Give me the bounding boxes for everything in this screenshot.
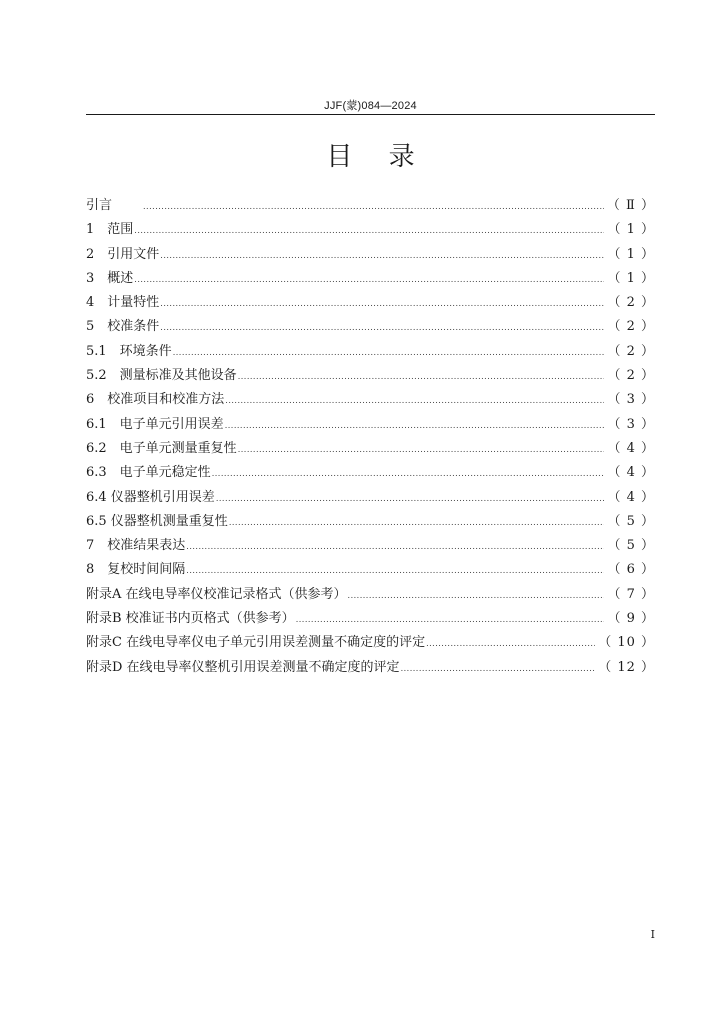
- toc-entry-overview[interactable]: [86, 267, 655, 291]
- toc-entry-label: 5.1 环境条件: [86, 343, 172, 359]
- header-divider: [86, 114, 655, 115]
- toc-entry-measurement-standards[interactable]: [86, 364, 655, 388]
- toc-entry-page: （ 10 ）: [598, 635, 655, 651]
- toc-dot-leader: [212, 469, 605, 478]
- toc-entry-page: （ 9 ）: [607, 611, 655, 627]
- document-code-header: JJF(蒙)084—2024: [324, 100, 417, 112]
- toc-dot-leader: [143, 202, 604, 211]
- toc-entry-page: （ 1 ）: [607, 246, 655, 262]
- toc-dot-leader: [225, 396, 604, 405]
- toc-dot-leader: [225, 421, 605, 430]
- toc-entry-label: 引言: [86, 198, 113, 213]
- toc-dot-leader: [401, 664, 596, 673]
- toc-entry-scope[interactable]: [86, 218, 655, 242]
- toc-entry-label: 附录C 在线电导率仪电子单元引用误差测量不确定度的评定: [86, 635, 426, 651]
- toc-entry-page: （ 7 ）: [607, 586, 655, 602]
- toc-entry-label: 6.4 仪器整机引用误差: [86, 489, 215, 505]
- toc-entry-appendix-b[interactable]: [86, 607, 655, 631]
- toc-dot-leader: [426, 639, 595, 648]
- toc-entry-electronic-unit-repeatability[interactable]: [86, 437, 655, 461]
- toc-entry-label: 6.2 电子单元测量重复性: [86, 440, 237, 456]
- toc-entry-page: （ 2 ）: [607, 319, 655, 335]
- toc-entry-page: （ 3 ）: [607, 416, 655, 432]
- toc-dot-leader: [160, 323, 604, 332]
- toc-entry-environmental-conditions[interactable]: [86, 340, 655, 364]
- toc-entry-label: 1 范围: [86, 222, 134, 238]
- toc-entry-label: 3 概述: [86, 270, 134, 286]
- toc-entry-appendix-c[interactable]: [86, 631, 655, 655]
- toc-entry-page: （ 1 ）: [607, 270, 655, 286]
- toc-entry-page: （ 3 ）: [607, 392, 655, 408]
- toc-dot-leader: [296, 615, 605, 624]
- toc-entry-page: （ 6 ）: [607, 562, 655, 578]
- toc-entry-label: 附录D 在线电导率仪整机引用误差测量不确定度的评定: [86, 659, 400, 675]
- toc-dot-leader: [186, 542, 604, 551]
- toc-dot-leader: [134, 226, 604, 235]
- toc-dot-leader: [238, 372, 605, 381]
- toc-entry-label: 2 引用文件: [86, 246, 160, 262]
- toc-entry-label: 6.5 仪器整机测量重复性: [86, 513, 228, 529]
- toc-entry-metrological-characteristics[interactable]: [86, 291, 655, 315]
- table-of-contents: [86, 194, 655, 680]
- toc-entry-page: （ 4 ）: [607, 440, 655, 456]
- toc-dot-leader: [186, 566, 604, 575]
- toc-entry-electronic-unit-error[interactable]: [86, 413, 655, 437]
- toc-entry-page: （ 2 ）: [607, 295, 655, 311]
- toc-dot-leader: [160, 251, 604, 260]
- toc-dot-leader: [216, 494, 605, 503]
- toc-dot-leader: [229, 518, 605, 527]
- toc-entry-label: 5.2 测量标准及其他设备: [86, 368, 237, 384]
- toc-entry-foreword[interactable]: [86, 194, 655, 218]
- toc-entry-recalibration-interval[interactable]: [86, 558, 655, 582]
- toc-entry-page: （ 2 ）: [607, 343, 655, 359]
- toc-entry-references[interactable]: [86, 243, 655, 267]
- toc-dot-leader: [160, 299, 604, 308]
- toc-entry-page: （ 4 ）: [607, 489, 655, 505]
- toc-entry-page: （ 4 ）: [607, 465, 655, 481]
- toc-dot-leader: [134, 275, 604, 284]
- toc-entry-label: 6.1 电子单元引用误差: [86, 416, 224, 432]
- toc-entry-label: 4 计量特性: [86, 295, 160, 311]
- toc-entry-label: 7 校准结果表达: [86, 538, 186, 554]
- toc-entry-page: （ 1 ）: [607, 222, 655, 238]
- toc-entry-label: 5 校准条件: [86, 319, 160, 335]
- toc-entry-label: 6.3 电子单元稳定性: [86, 465, 211, 481]
- toc-entry-instrument-error[interactable]: [86, 486, 655, 510]
- toc-entry-page: （ 12 ）: [598, 659, 655, 675]
- toc-dot-leader: [348, 591, 605, 600]
- toc-entry-label: 8 复校时间间隔: [86, 562, 186, 578]
- page-title: 目 录: [326, 142, 429, 172]
- toc-entry-page: （ 5 ）: [607, 513, 655, 529]
- toc-entry-appendix-d[interactable]: [86, 656, 655, 680]
- toc-entry-instrument-repeatability[interactable]: [86, 510, 655, 534]
- toc-entry-calibration-items-methods[interactable]: [86, 388, 655, 412]
- toc-entry-page: （ 5 ）: [607, 538, 655, 554]
- toc-dot-leader: [173, 348, 605, 357]
- toc-dot-leader: [238, 445, 605, 454]
- toc-entry-appendix-a[interactable]: [86, 583, 655, 607]
- toc-entry-label: 附录B 校准证书内页格式（供参考）: [86, 611, 295, 627]
- toc-entry-label: 6 校准项目和校准方法: [86, 392, 225, 408]
- toc-entry-page: （ 2 ）: [607, 368, 655, 384]
- toc-entry-label: 附录A 在线电导率仪校准记录格式（供参考）: [86, 586, 347, 602]
- toc-entry-electronic-unit-stability[interactable]: [86, 461, 655, 485]
- page-number: I: [650, 928, 655, 941]
- toc-entry-page: （ Ⅱ ）: [606, 198, 655, 213]
- toc-entry-calibration-conditions[interactable]: [86, 315, 655, 339]
- toc-entry-result-expression[interactable]: [86, 534, 655, 558]
